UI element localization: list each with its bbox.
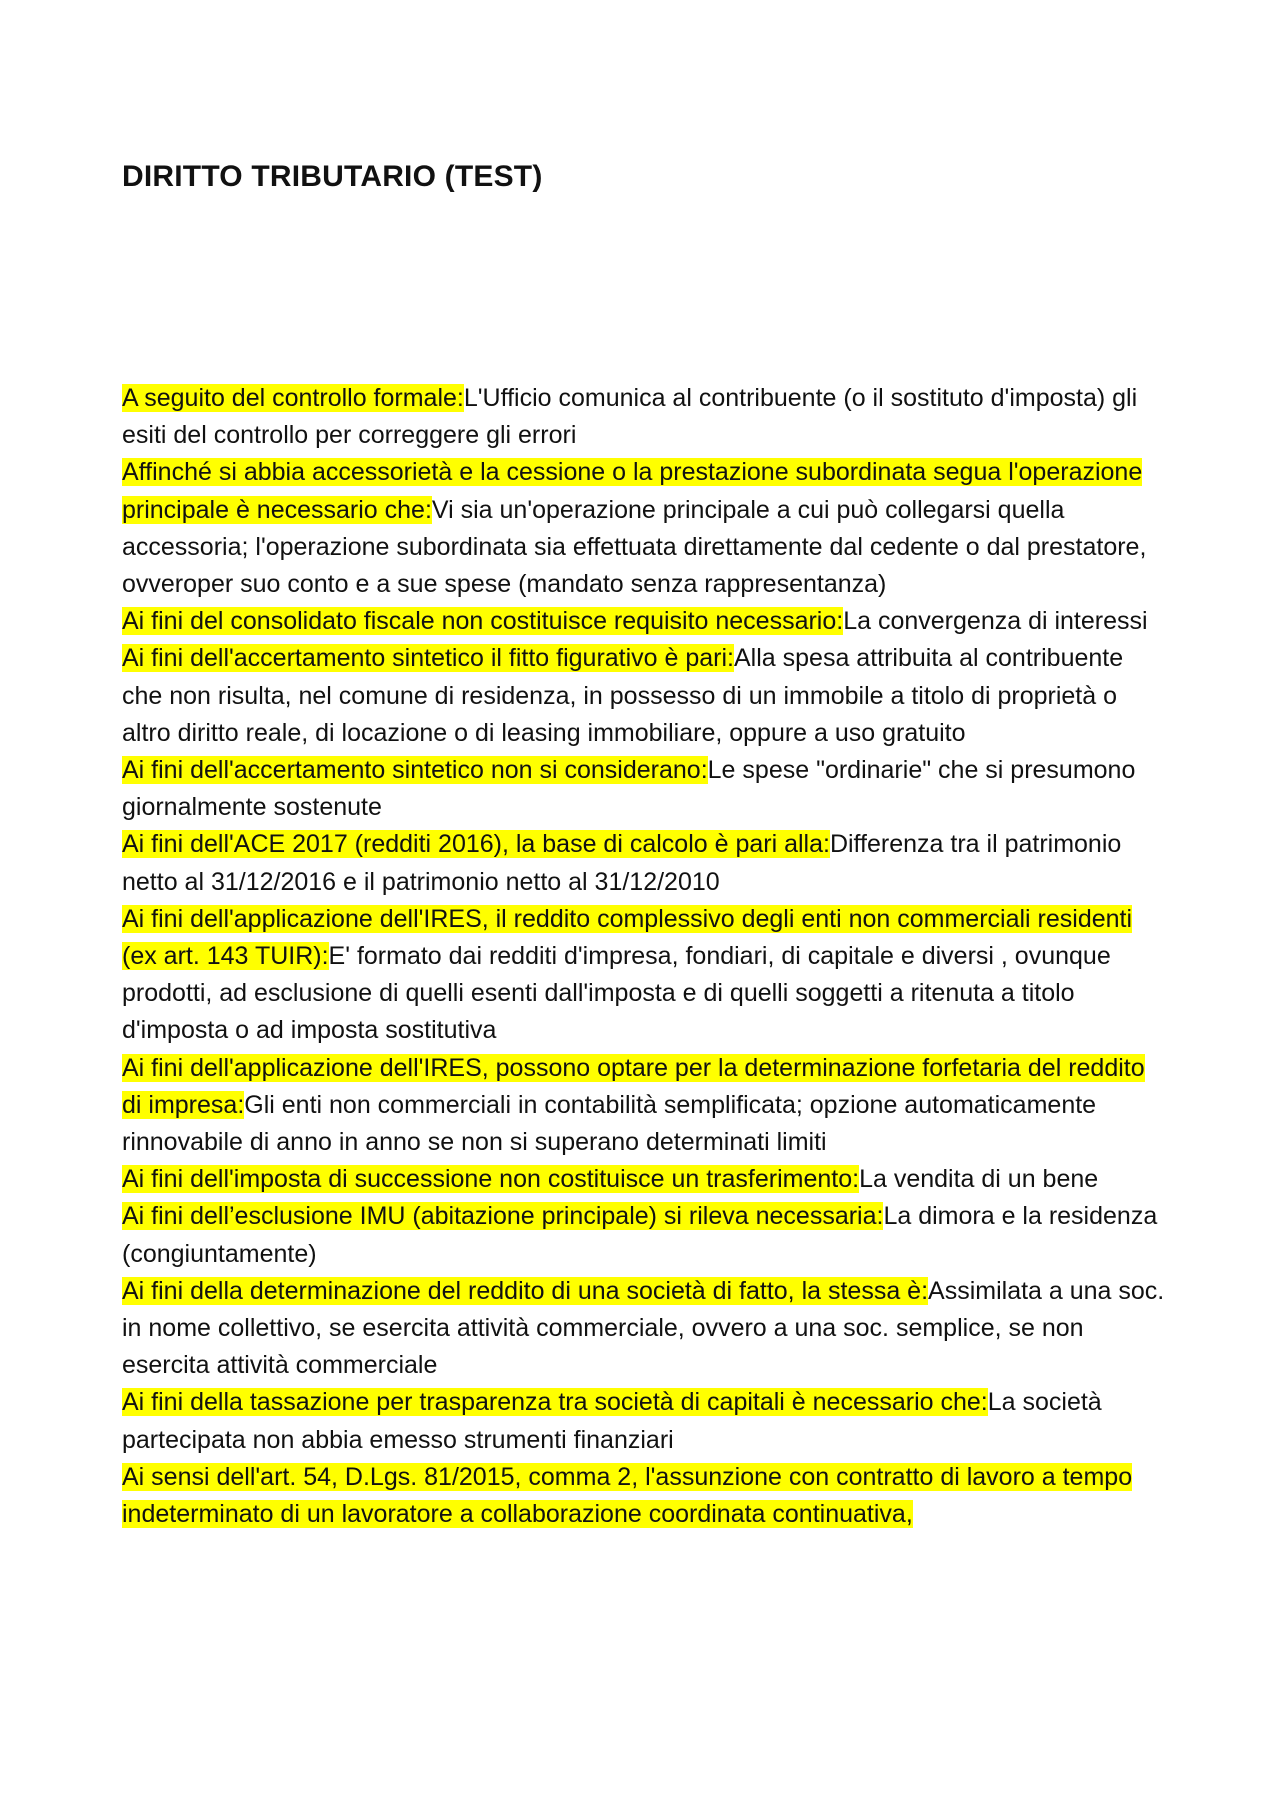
document-page [122, 0, 1167, 1811]
qa-list [122, 380, 1167, 1533]
answer-text: Differenza tra il patrimonio netto al 31/12/2016 e il patrimonio netto al 31/12/2010 [122, 830, 1122, 896]
answer-text: L'Ufficio comunica al contribuente (o il sostituto d'imposta) gli esiti del controllo per correggere gli errori [122, 384, 1138, 450]
qa-item [122, 752, 1167, 826]
answer-text: Assimilata a una soc. in nome collettivo, se esercita attività commerciale, ovvero a una soc. semplice, se non esercita attività commerciale [122, 1276, 1165, 1380]
qa-item [122, 454, 1167, 603]
question-text: Ai fini dell'applicazione dell'IRES, il reddito complessivo degli enti non commerciali residenti (ex art. 143 TUIR): [122, 904, 1133, 971]
qa-item [122, 1273, 1167, 1385]
qa-item [122, 1459, 1167, 1533]
answer-text: La dimora e la residenza (congiuntamente) [122, 1202, 1158, 1268]
answer-text: Gli enti non commerciali in contabilità semplificata; opzione automaticamente rinnovabile di anno in anno se non si superano determinati limiti [122, 1090, 1097, 1157]
document-title: DIRITTO TRIBUTARIO (TEST) [122, 160, 543, 193]
question-text: Ai fini dell'accertamento sintetico non si considerano: [122, 756, 708, 785]
qa-item [122, 603, 1167, 640]
question-text: A seguito del controllo formale: [122, 384, 464, 412]
question-text: Ai fini dell'imposta di successione non costituisce un trasferimento: [122, 1165, 860, 1194]
question-text: Ai fini della determinazione del reddito di una società di fatto, la stessa è: [122, 1276, 929, 1305]
qa-item [122, 380, 1167, 454]
answer-text: Vi sia un'operazione principale a cui può collegarsi quella accessoria; l'operazione subordinata sia effettuata direttamente dal cedente o dal prestatore, ovveroper suo conto e a sue spese (mandato senza rappresentanza) [122, 495, 1147, 599]
qa-item [122, 1050, 1167, 1162]
question-text: Ai fini della tassazione per trasparenza tra società di capitali è necessario che: [122, 1388, 988, 1417]
qa-item [122, 826, 1167, 900]
answer-text: Alla spesa attribuita al contribuente che non risulta, nel comune di residenza, in possesso di un immobile a titolo di proprietà o altro diritto reale, di locazione o di leasing immobiliare, oppure a uso gratuito [122, 644, 1124, 747]
answer-text: Le spese "ordinarie" che si presumono giornalmente sostenute [122, 756, 1136, 822]
answer-text: La società partecipata non abbia emesso strumenti finanziari [122, 1388, 1102, 1454]
question-text: Affinché si abbia accessorietà e la cessione o la prestazione subordinata segua l'operazione principale è necessario che: [122, 458, 1143, 524]
qa-item [122, 1198, 1167, 1272]
question-text: Ai fini dell'accertamento sintetico il fitto figurativo è pari: [122, 644, 734, 673]
qa-item [122, 1384, 1167, 1458]
answer-text: La convergenza di interessi [843, 607, 1148, 636]
answer-text: E' formato dai redditi d'impresa, fondiari, di capitale e diversi , ovunque prodotti, ad esclusione di quelli esenti dall'imposta e di quelli soggetti a ritenuta a titolo d'imposta o ad imposta sostitutiva [122, 942, 1111, 1045]
question-text: Ai fini dell'ACE 2017 (redditi 2016), la base di calcolo è pari alla: [122, 830, 830, 859]
question-text: Ai sensi dell'art. 54, D.Lgs. 81/2015, comma 2, l'assunzione con contratto di lavoro a tempo indeterminato di un lavoratore a collaborazione coordinata continuativa, [122, 1462, 1133, 1529]
qa-item [122, 640, 1167, 752]
question-text: Ai fini del consolidato fiscale non costituisce requisito necessario: [122, 607, 844, 636]
question-text: Ai fini dell'applicazione dell'IRES, possono optare per la determinazione forfetaria del reddito di impresa: [122, 1053, 1145, 1119]
question-text: Ai fini dell’esclusione IMU (abitazione principale) si rileva necessaria: [122, 1202, 884, 1231]
qa-item [122, 901, 1167, 1050]
qa-item [122, 1161, 1167, 1198]
answer-text: La vendita di un bene [859, 1165, 1099, 1194]
